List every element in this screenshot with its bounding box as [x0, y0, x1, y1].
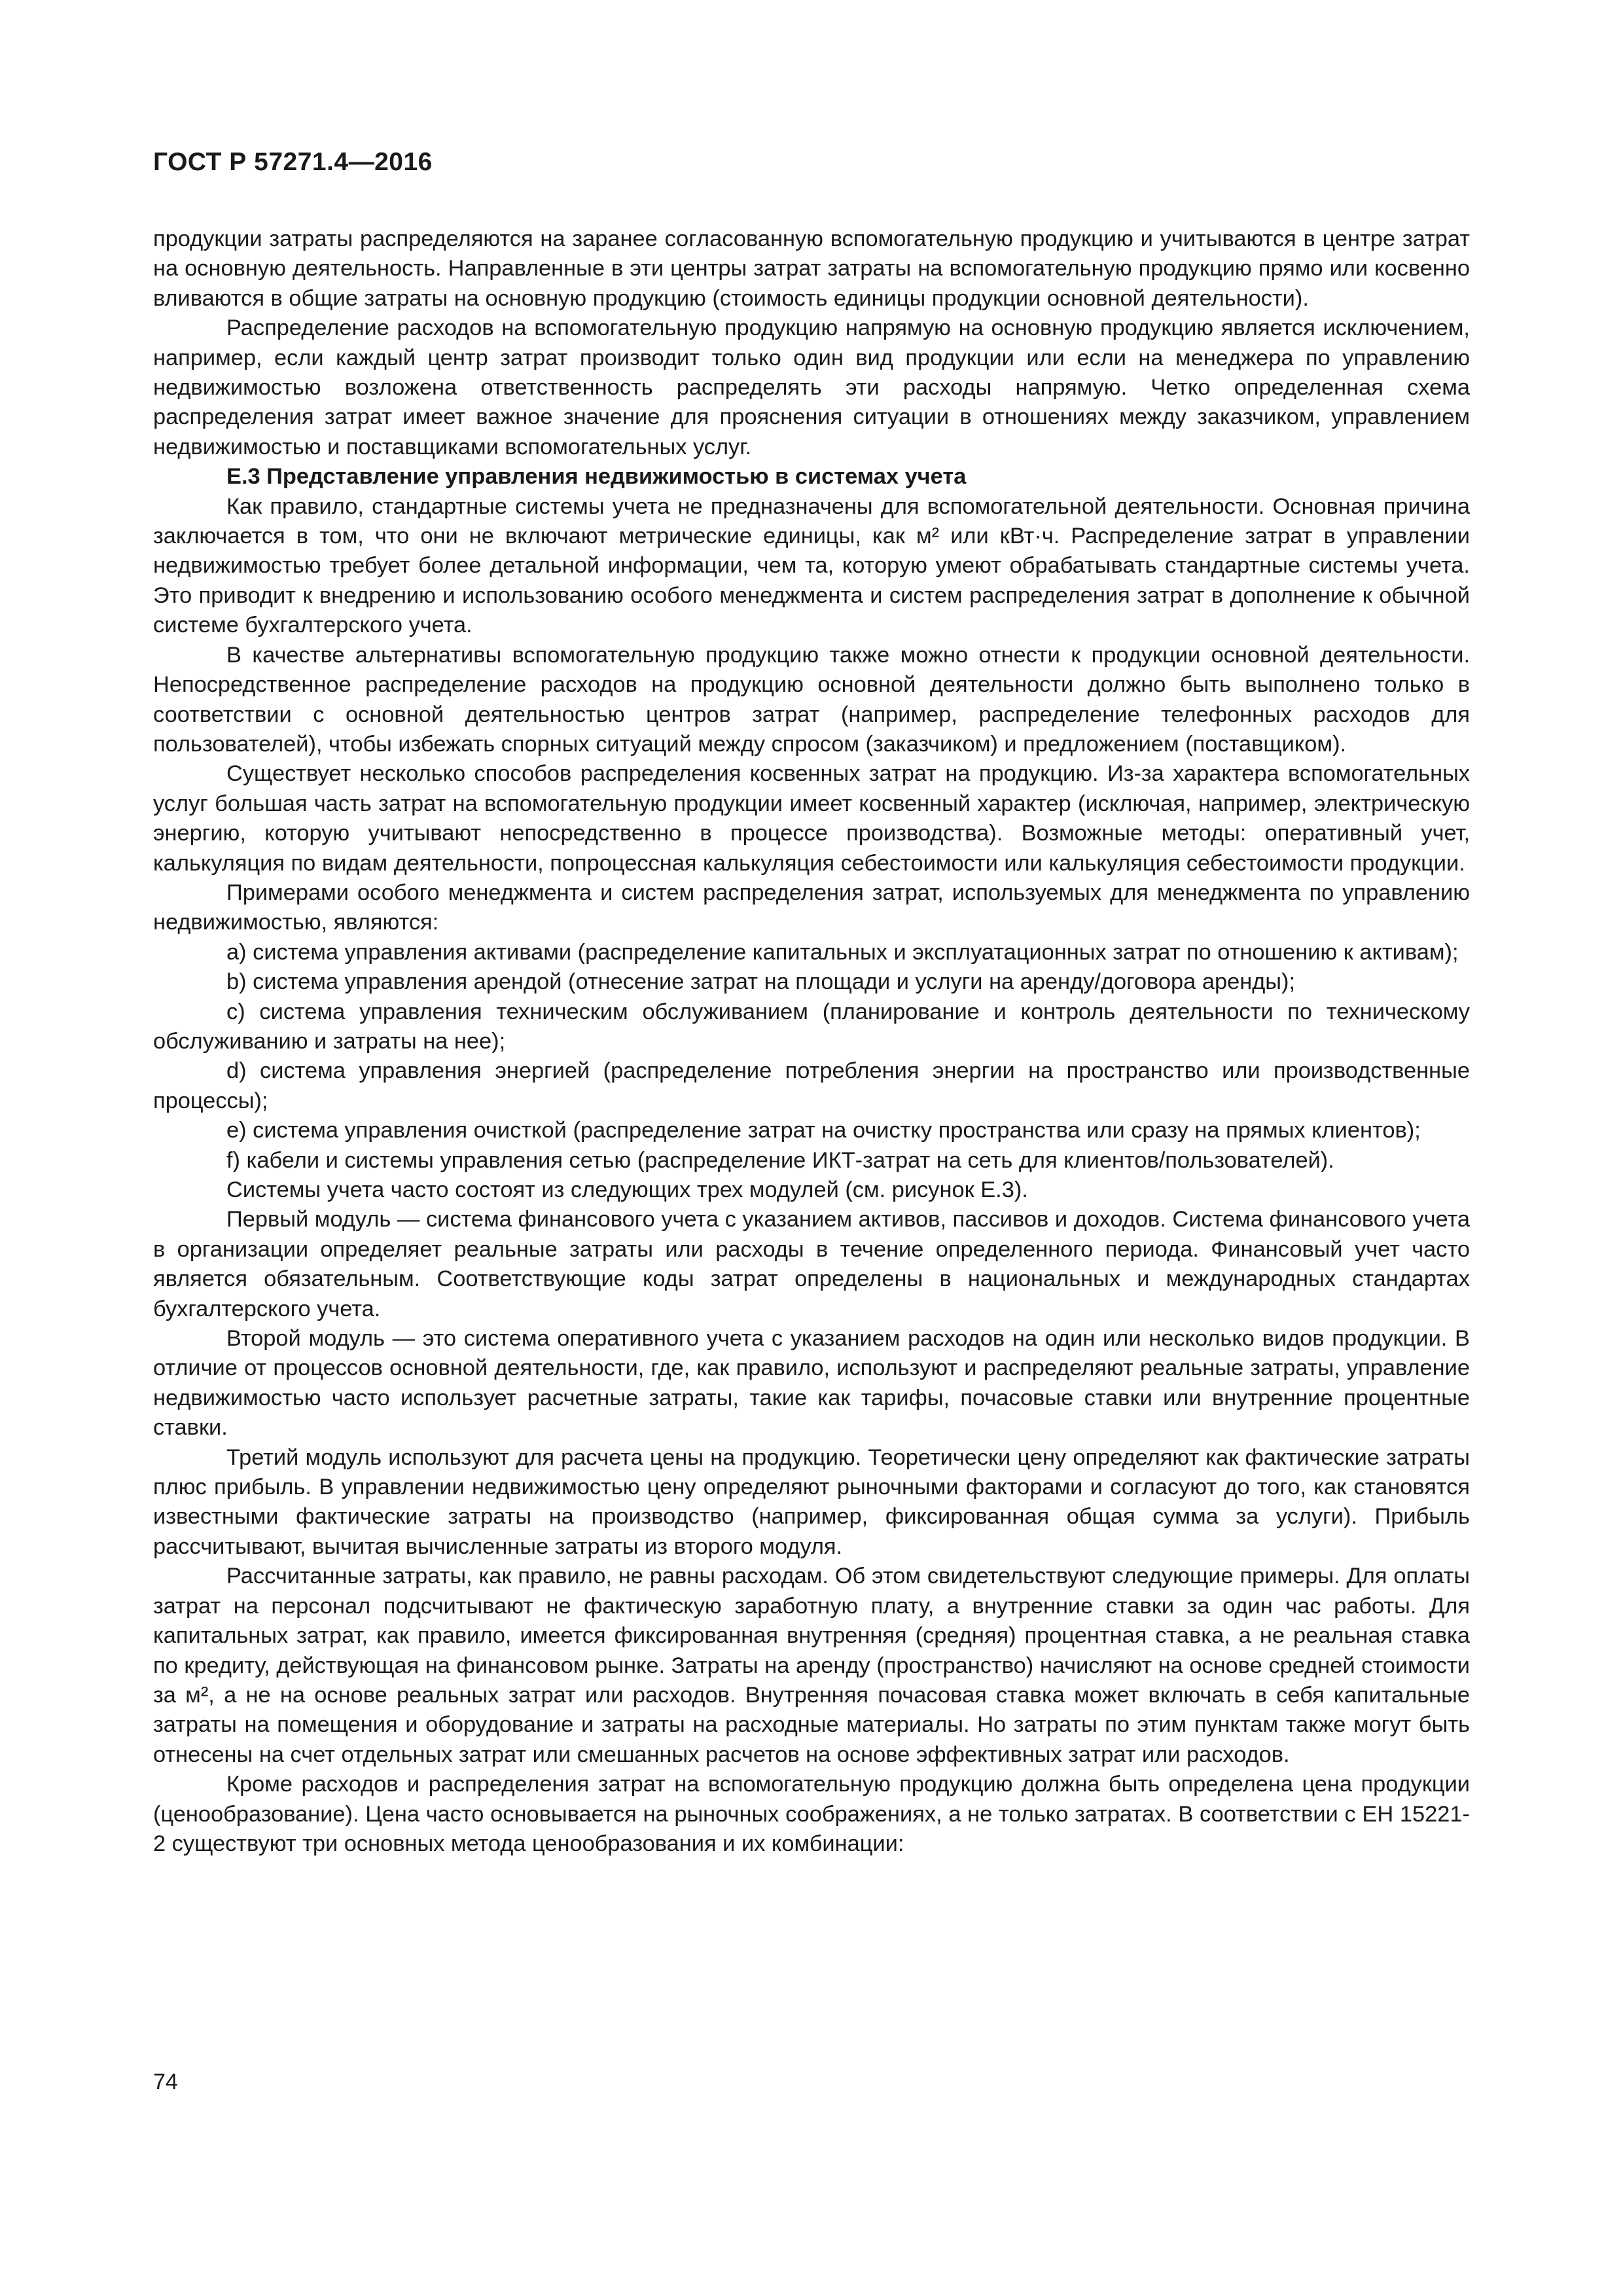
paragraph: Существует несколько способов распределения косвенных затрат на продукцию. Из-за характера вспомогательных услуг большая часть затрат на вспомогательную продукции имеет косвенный характер (исключая, например, электрическую энергию, которую учитывают непосредственно в процессе производства). Возможные методы: оперативный учет, калькуляция по видам деятельности, попроцессная калькуляция себестоимости или калькуляция себестоимости продукции.: [153, 761, 1470, 876]
paragraph: Третий модуль используют для расчета цены на продукцию. Теоретически цену определяют как фактические затраты плюс прибыль. В управлении недвижимостью цену определяют рыночными факторами и согласуют до того, как становятся известными фактические затраты на производство (например, фиксированная общая сумма за услуги). Прибыль рассчитывают, вычитая вычисленные затраты из второго модуля.: [153, 1444, 1470, 1559]
list-item: b) система управления арендой (отнесение затрат на площади и услуги на аренду/договора аренды);: [226, 969, 1296, 995]
list-item: d) система управления энергией (распределение потребления энергии на пространство или производственные процессы);: [153, 1058, 1470, 1113]
paragraph: Примерами особого менеджмента и систем распределения затрат, используемых для менеджмента по управлению недвижимостью, являются:: [153, 880, 1470, 935]
paragraph-continuation: продукции затраты распределяются на заранее согласованную вспомогательную продукцию и учитываются в центре затрат на основную деятельность. Направленные в эти центры затрат затраты на вспомогательную продукцию прямо или косвенно вливаются в общие затраты на основную продукцию (стоимость единицы продукции основной деятельности).: [153, 226, 1470, 311]
paragraph: Как правило, стандартные системы учета не предназначены для вспомогательной деятельности. Основная причина заключается в том, что они не включают метрические единицы, как м² или кВт·ч. Распределение затрат в управлении недвижимостью требует более детальной информации, чем та, которую умеют обрабатывать стандартные системы учета. Это приводит к внедрению и использованию особого менеджмента и систем распределения затрат в дополнение к обычной системе бухгалтерского учета.: [153, 493, 1470, 638]
paragraph: Системы учета часто состоят из следующих трех модулей (см. рисунок Е.3).: [226, 1177, 1028, 1202]
paragraph: Рассчитанные затраты, как правило, не равны расходам. Об этом свидетельствуют следующие примеры. Для оплаты затрат на персонал подсчитывают не фактическую заработную плату, а внутренние ставки за один час работы. Для капитальных затрат, как правило, имеется фиксированная внутренняя (средняя) процентная ставка, а не реальная ставка по кредиту, действующая на финансовом рынке. Затраты на аренду (пространство) начисляют на основе средней стоимости за м², а не на основе реальных затрат или расходов. Внутренняя почасовая ставка может включать в себя капитальные затраты на помещения и оборудование и затраты на расходные материалы. Но затраты по этим пунктам также могут быть отнесены на счет отдельных затрат или смешанных расчетов на основе эффективных затрат или расходов.: [153, 1564, 1470, 1767]
list-item: c) система управления техническим обслуживанием (планирование и контроль деятельности по техническому обслуживанию и затраты на нее);: [153, 999, 1470, 1054]
standard-header: ГОСТ Р 57271.4—2016: [153, 148, 433, 176]
list-item: e) система управления очисткой (распределение затрат на очистку пространства или сразу на прямых клиентов);: [226, 1118, 1421, 1143]
document-body: [153, 224, 1470, 1859]
list-item: f) кабели и системы управления сетью (распределение ИКТ-затрат на сеть для клиентов/пользователей).: [226, 1147, 1334, 1173]
section-heading: Е.3 Представление управления недвижимостью в системах учета: [226, 464, 967, 490]
paragraph: Кроме расходов и распределения затрат на вспомогательную продукцию должна быть определена цена продукции (ценообразование). Цена часто основывается на рыночных соображениях, а не только затратах. В соответствии с ЕН 15221-2 существуют три основных метода ценообразования и их комбинации:: [153, 1772, 1470, 1856]
paragraph: Распределение расходов на вспомогательную продукцию напрямую на основную продукцию является исключением, например, если каждый центр затрат производит только один вид продукции или если на менеджера по управлению недвижимостью возложена ответственность распределять эти расходы напрямую. Четко определенная схема распределения затрат имеет важное значение для прояснения ситуации в отношениях между заказчиком, управлением недвижимостью и поставщиками вспомогательных услуг.: [153, 315, 1470, 459]
page-number: 74: [153, 2070, 178, 2094]
paragraph: Первый модуль — система финансового учета с указанием активов, пассивов и доходов. Система финансового учета в организации определяет реальные затраты или расходы в течение определенного периода. Финансовый учет часто является обязательным. Соответствующие коды затрат определены в национальных и международных стандартах бухгалтерского учета.: [153, 1207, 1470, 1321]
list-item: a) система управления активами (распределение капитальных и эксплуатационных затрат по отношению к активам);: [226, 939, 1459, 965]
paragraph: Второй модуль — это система оперативного учета с указанием расходов на один или несколько видов продукции. В отличие от процессов основной деятельности, где, как правило, используют и распределяют реальные затраты, управление недвижимостью часто использует расчетные затраты, такие как тарифы, почасовые ставки или внутренние процентные ставки.: [153, 1326, 1470, 1441]
paragraph: В качестве альтернативы вспомогательную продукцию также можно отнести к продукции основной деятельности. Непосредственное распределение расходов на продукцию основной деятельности должно быть выполнено только в соответствии с основной деятельностью центров затрат (например, распределение телефонных расходов для пользователей), чтобы избежать спорных ситуаций между спросом (заказчиком) и предложением (поставщиком).: [153, 642, 1470, 757]
